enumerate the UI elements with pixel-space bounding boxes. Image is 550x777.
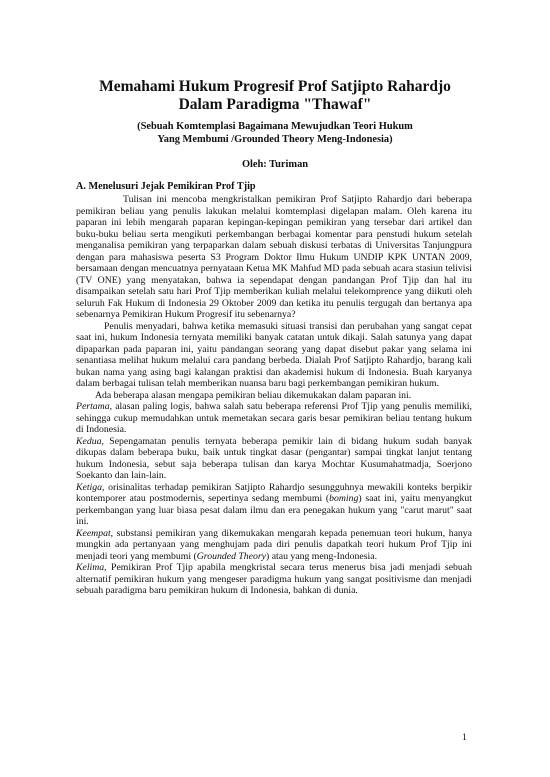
paragraph-7 — [76, 528, 472, 563]
body-text — [76, 194, 472, 597]
page-number: 1 — [462, 732, 467, 743]
paragraph-6 — [76, 482, 472, 528]
paragraph-7-label: Keempat, — [76, 527, 114, 539]
section-heading: A. Menelusuri Jejak Pemikiran Prof Tjip — [76, 181, 256, 192]
paragraph-4-label: Pertama, — [76, 401, 113, 412]
paragraph-2: Penulis menyadari, bahwa ketika memasuki situasi transisi dan perubahan yang sangat cepat saat ini, hukum Indonesia ternyata memiliki banyak catatan untuk dikaji. Salah satunya yang dapat dipaparkan pada paparan ini, yaitu pandangan seorang yang dapat disebut pakar yang selama ini senantiasa melihat hukum melalui cara pandang berbeda. Dialah Prof Satjipto Rahardjo, barang kali bukan nama yang asing bagi kalangan praktisi dan akademisi hukum di Indonesia. Buah karyanya dalam berbagai tulisan telah memberikan nuansa baru bagi perkembangan pemikiran hukum. — [76, 320, 472, 389]
paragraph-6-text-a: orisinalitas terhadap pemikiran Satjipto Rahardjo sesungguhnya mewakili konteks berpikir kontemporer atau postmodernis, sepertinya sedang membumi ( — [76, 481, 472, 504]
document-title-line-2: Dalam Paradigma "Thawaf" — [178, 96, 372, 113]
document-subtitle-line-2: Yang Membumi /Grounded Theory Meng-Indonesia) — [157, 134, 393, 145]
paragraph-6-text-b: ) saat ini, yaitu menyangkut perkembangan yang luar biasa pesat dalam ilmu dan era penegakan hukum yang "carut marut" saat ini. — [76, 493, 472, 527]
document-subtitle-line-1: (Sebuah Komtemplasi Bagaimana Mewujudkan Teori Hukum — [137, 121, 413, 132]
paragraph-8-label: Kelima, — [76, 562, 107, 573]
paragraph-1: Tulisan ini mencoba mengkristalkan pemikiran Prof Satjipto Rahardjo dari beberapa pemikiran beliau yang penulis lakukan melalui komtemplasi digelapan malam. Oleh karena itu paparan ini lebih mengarah paparan kepingan-kepingan pemikiran yang tersebar dari artikel dan buku-buku beliau serta mengikuti perkembangan berbagai komentar para penstudi hukum setelah menganalisa pemikiran yang terpaparkan dalam sebuah diskusi terbatas di Universitas Tanjungpura dengan para mahasiswa peserta S3 Program Doktor Ilmu Hukum UNDIP KPK UNTAN 2009, bersamaan dengan mencuatnya pernyataan Ketua MK Mahfud MD pada sebuah acara stasiun telivisi (TV ONE) yang menyatakan, bahwa ia sependapat dengan pandangan Prof Tjip dan hal itu disampaikan setelah satu hari Prof Tjip memberikan kuliah melalui telekomprence yang diikuti oleh seluruh Fak Hukum di Indonesia 29 Oktober 2009 dan ketika itu penulis tergugah dan bertanya apa sebenarnya Pemikiran Hukum Progresif itu sebenarnya? — [76, 194, 472, 320]
paragraph-6-italic: boming — [329, 493, 359, 504]
paragraph-3: Ada beberapa alasan mengapa pemikiran beliau dikemukakan dalam paparan ini. — [95, 389, 412, 401]
author-line: Oleh: Turiman — [241, 159, 309, 170]
paragraph-8 — [76, 562, 472, 597]
paragraph-7-text-a: substansi pemikiran yang dikemukakan mengarah kepada penemuan teori hukum, hanya mungkin ada pertanyaan yang menghujam pada diri penulis dapatkah teori hukum Prof Tjip ini menjadi teori yang membumi ( — [76, 527, 472, 562]
paragraph-8-text: Pemikiran Prof Tjip apabila mengkristal secara terus menerus bisa jadi menjadi sebuah alternatif pemikiran hukum yang mengeser paradigma hukum yang sangat positivisme dan menjadi sebuah paradigma baru pemikiran hukum di Indonesia, bahkan di dunia. — [76, 562, 472, 596]
paragraph-5-label: Kedua, — [76, 435, 104, 447]
paragraph-5 — [76, 436, 472, 482]
paragraph-7-text-b: ) atau yang meng-Indonesia. — [266, 550, 378, 562]
paragraph-7-italic: Grounded Theory — [196, 550, 267, 562]
paragraph-4 — [76, 401, 472, 436]
paragraph-4-text: alasan paling logis, bahwa salah satu beberapa referensi Prof Tjip yang penulis memiliki, sehingga cukup memudahkan untuk memetakan secara garis besar pemikiran beliau tentang hukum di Indonesia. — [76, 401, 472, 435]
paragraph-6-label: Ketiga, — [76, 481, 105, 493]
paragraph-5-text: Sepengamatan penulis ternyata beberapa pemikir lain di bidang hukum sudah banyak dikupas dalam beberapa buku, baik untuk tingkat dasar (pengantar) sampai tingkat lanjut tentang hukum Indonesia, sebut saja beberapa tulisan dan karya Mochtar Kusumahatmadja, Soerjono Soekanto dan lain-lain. — [76, 435, 472, 481]
document-title-line-1: Memahami Hukum Progresif Prof Satjipto Rahardjo — [99, 78, 451, 95]
